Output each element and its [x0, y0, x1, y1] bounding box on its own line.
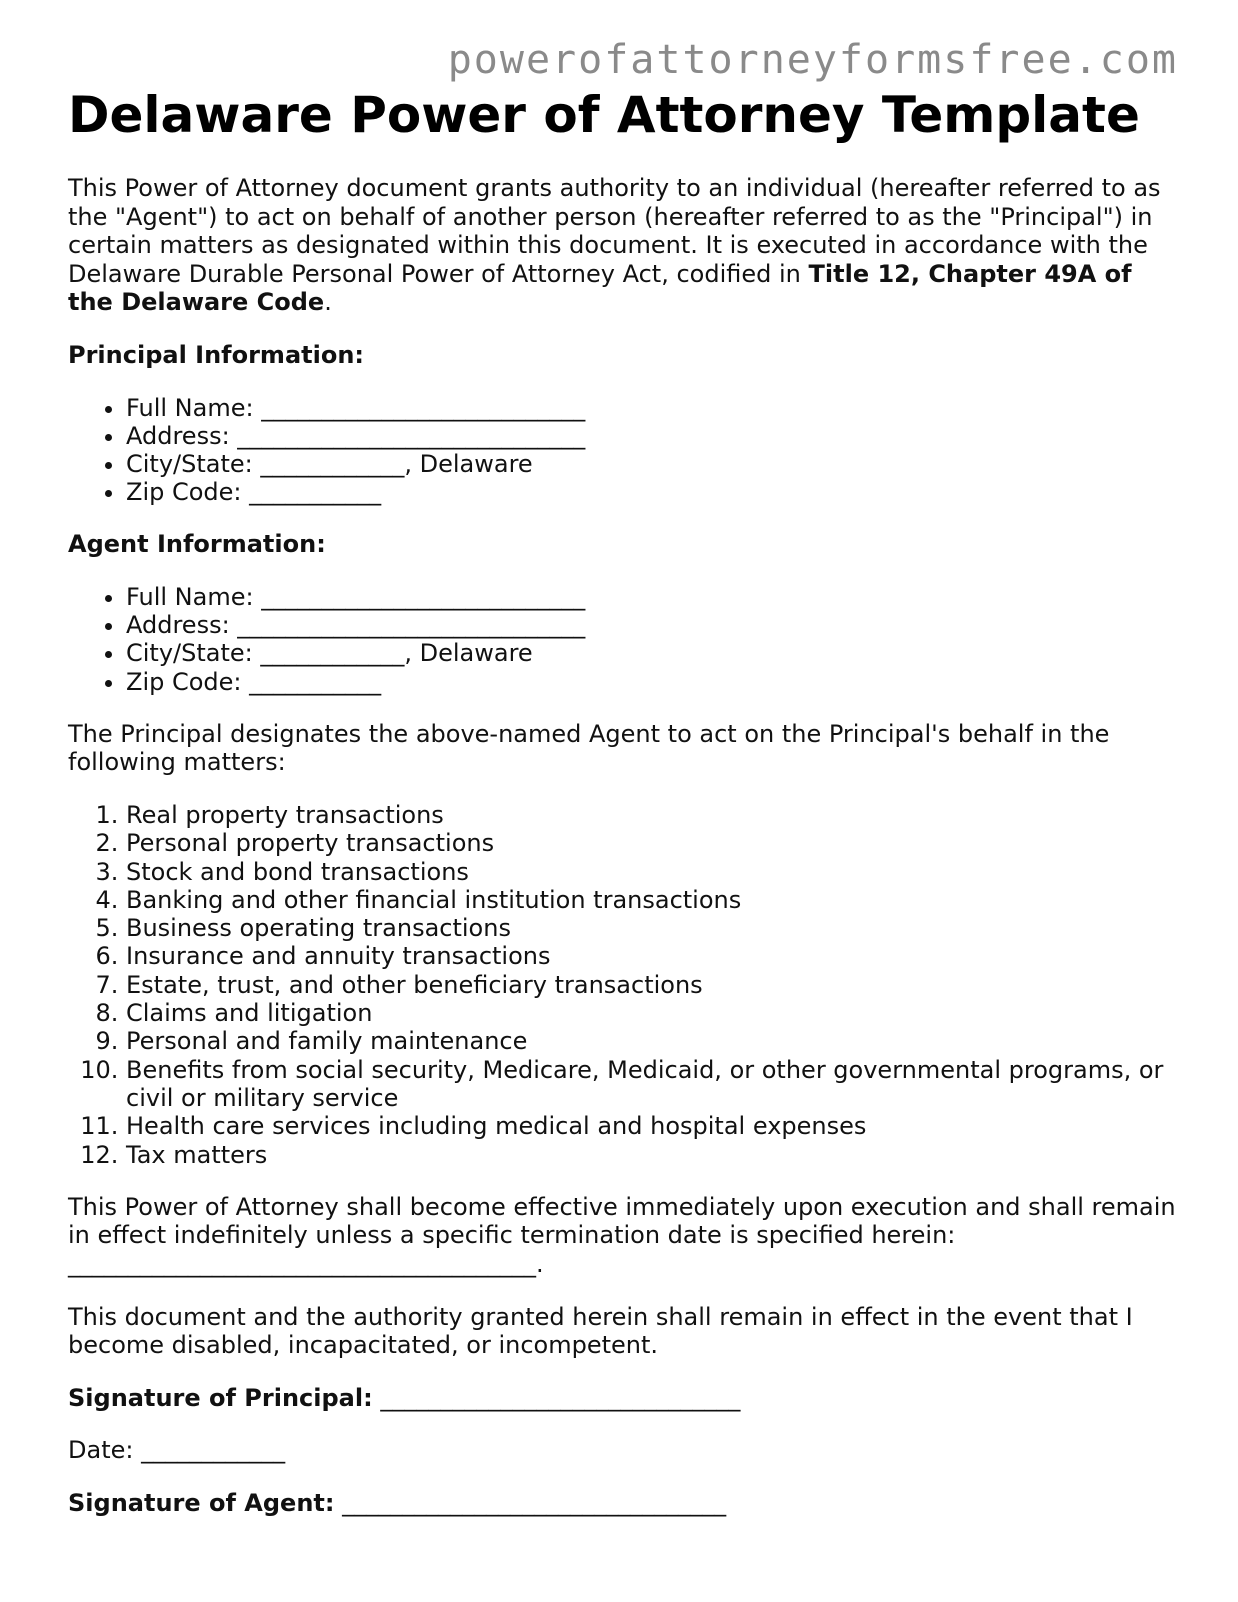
power-item: 11. Health care services including medical and hospital expenses: [126, 1112, 1178, 1140]
principal-city-state-field: • City/State: ____________, Delaware: [126, 450, 1178, 478]
intro-text: This Power of Attorney document grants authority to an individual (hereafter referred to as the "Agent") to act on behalf of another person (hereafter referred to as the "Principal") in certain matters as designated within this document. It is executed in accordance with the Delaware Durable Personal Power of Attorney Act, codified in: [68, 174, 1161, 288]
power-item: 2. Personal property transactions: [126, 829, 1178, 857]
power-item: 6. Insurance and annuity transactions: [126, 942, 1178, 970]
agent-info-heading: Agent Information:: [68, 530, 326, 559]
principal-full-name-field: • Full Name: ___________________________: [126, 394, 1178, 422]
power-item: 7. Estate, trust, and other beneficiary transactions: [126, 971, 1178, 999]
agent-zip-code-field: • Zip Code: ___________: [126, 668, 1178, 696]
principal-info-heading: Principal Information:: [68, 340, 365, 369]
date-line: [68, 1436, 1178, 1465]
power-item: 5. Business operating transactions: [126, 914, 1178, 942]
agent-info-list: [68, 583, 1178, 696]
intro-end: .: [324, 288, 332, 317]
durability-paragraph: This document and the authority granted herein shall remain in effect in the event that I become disabled, incapacitated, or incompetent.: [68, 1302, 1133, 1360]
power-item: 12. Tax matters: [126, 1141, 1178, 1169]
principal-signature-blank: ______________________________: [380, 1383, 741, 1412]
power-item: 8. Claims and litigation: [126, 999, 1178, 1027]
power-item: 3. Stock and bond transactions: [126, 858, 1178, 886]
principal-signature-line: [68, 1384, 1178, 1413]
agent-address-field: • Address: _____________________________: [126, 611, 1178, 639]
principal-info-list: [68, 394, 1178, 507]
powers-list: [68, 801, 1178, 1169]
site-watermark: powerofattorneyformsfree.com: [447, 37, 1178, 83]
intro-paragraph: [68, 174, 1178, 317]
power-item: 10. Benefits from social security, Medicare, Medicaid, or other governmental programs, or civil or military service: [126, 1056, 1178, 1113]
designation-paragraph: The Principal designates the above-named Agent to act on the Principal's behalf in the following matters:: [68, 719, 1110, 777]
document-title: Delaware Power of Attorney Template: [68, 86, 1140, 144]
effective-date-paragraph: This Power of Attorney shall become effective immediately upon execution and shall remain in effect indefinitely unless a specific termination date is specified herein: _______________________________________.: [68, 1192, 1176, 1279]
power-item: 4. Banking and other financial institution transactions: [126, 886, 1178, 914]
principal-address-field: • Address: _____________________________: [126, 422, 1178, 450]
power-item: 1. Real property transactions: [126, 801, 1178, 829]
agent-signature-blank: ________________________________: [342, 1488, 727, 1517]
principal-zip-code-field: • Zip Code: ___________: [126, 478, 1178, 506]
power-item: 9. Personal and family maintenance: [126, 1027, 1178, 1055]
agent-signature-label: Signature of Agent:: [68, 1488, 335, 1517]
agent-city-state-field: • City/State: ____________, Delaware: [126, 639, 1178, 667]
agent-full-name-field: • Full Name: ___________________________: [126, 583, 1178, 611]
agent-signature-line: [68, 1489, 1178, 1518]
document-page: [68, 86, 1178, 1518]
date-blank: ____________: [141, 1436, 286, 1465]
principal-signature-label: Signature of Principal:: [68, 1383, 373, 1412]
date-label: Date:: [68, 1436, 134, 1465]
intro-statute: Title 12, Chapter 49A of the Delaware Code: [68, 259, 1132, 317]
